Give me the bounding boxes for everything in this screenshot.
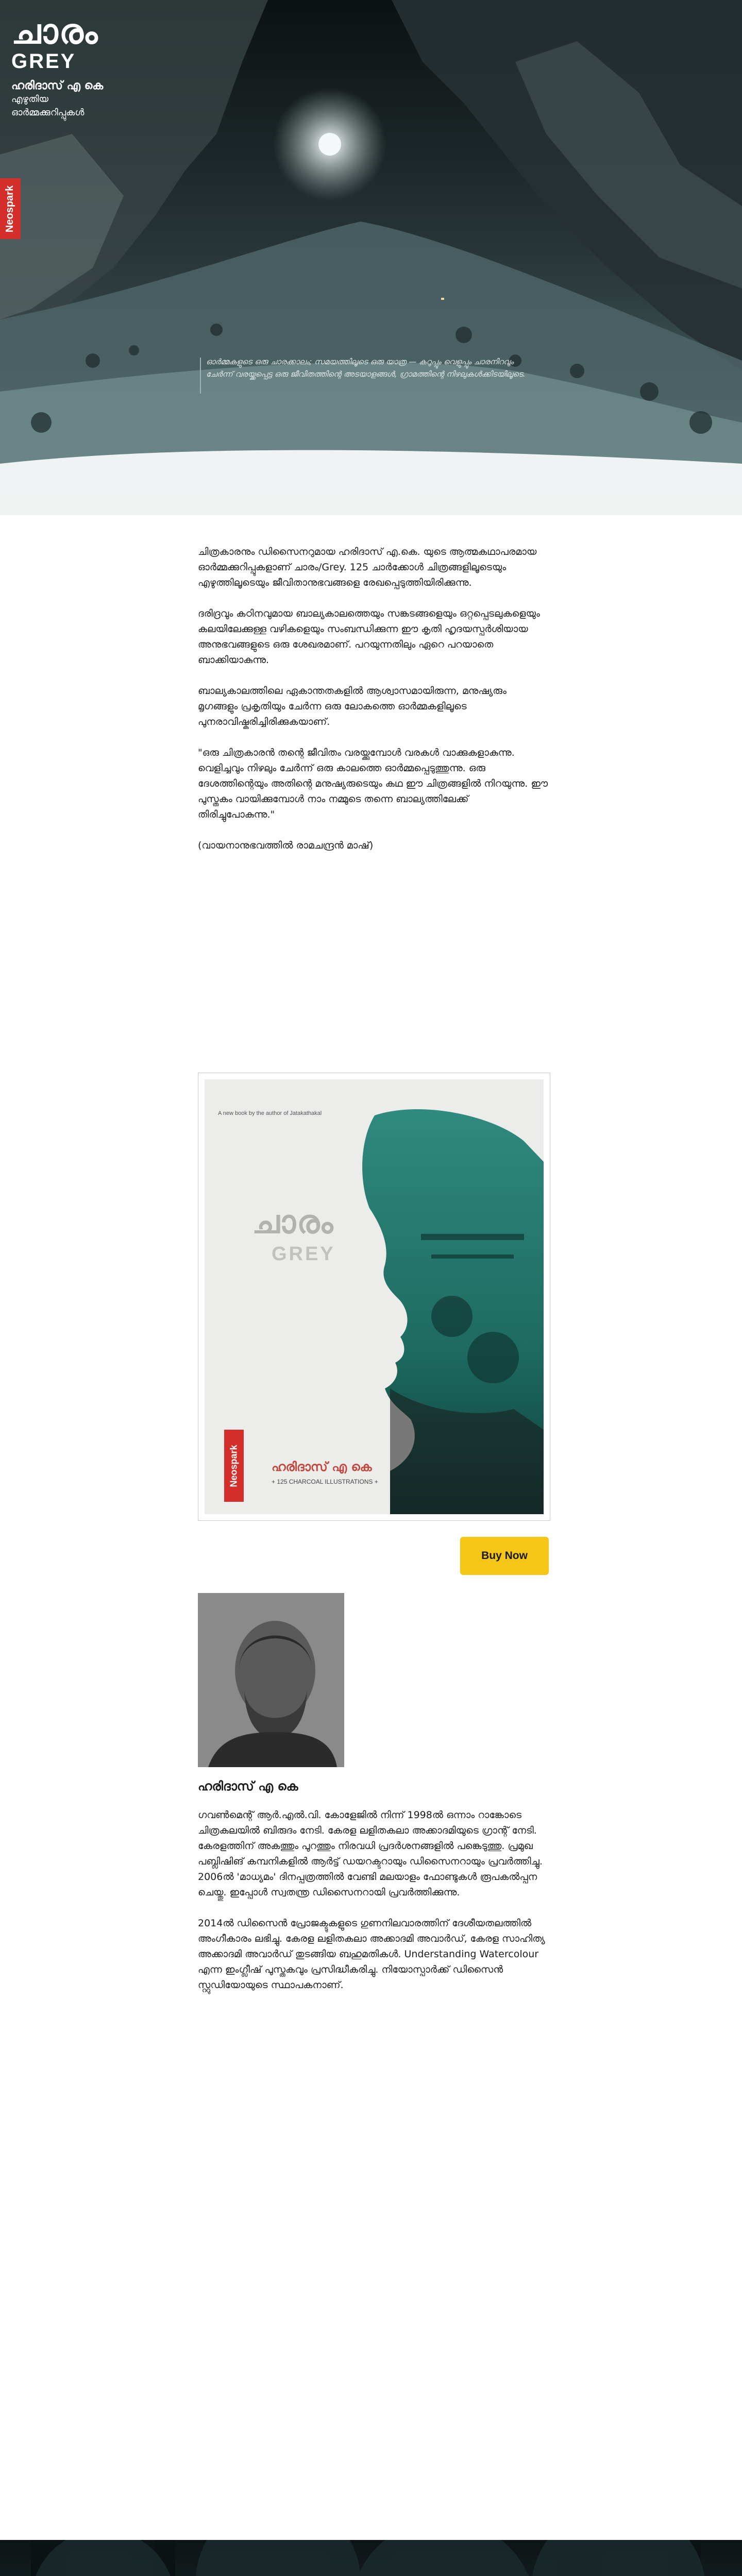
intro-paragraph-3: ബാല്യകാലത്തിലെ ഏകാന്തതകളിൽ ആശ്വാസമായിരുന്ന, മനുഷ്യരും മൃഗങ്ങളും പ്രകൃതിയും ചേർന്ന ഒരു ലോകത്തെ ഓർമ്മകളിലൂടെ പുനരാവിഷ്കരിച്ചിരിക്കുകയാണ്. xyxy=(198,685,507,727)
buy-now-button[interactable]: Buy Now xyxy=(460,1537,549,1575)
author-bio-paragraph-1: ഗവൺമെന്റ് ആർ.എൽ.വി. കോളേജിൽ നിന്ന് 1998ൽ ഒന്നാം റാങ്കോടെ ചിത്രകലയിൽ ബിരുദം നേടി. കേരള ലളിതകലാ അക്കാദമിയുടെ ഗ്രാന്റ് നേടി. കേരളത്തിന് അകത്തും പുറത്തും നിരവധി പ്രദർശനങ്ങളിൽ പങ്കെടുത്തു. പ്രമുഖ പബ്ലിഷിങ് കമ്പനികളിൽ ആർട്ട് ഡയറക്ടറായും ഡിസൈനറായും പ്രവർത്തിച്ചു. 2006ൽ 'മാധ്യമം' ദിനപ്പത്രത്തിൽ വേണ്ടി മലയാളം ഫോണ്ടുകൾ രൂപകൽപ്പന ചെയ്തു. ഇപ്പോൾ സ്വതന്ത്ര ഡിസൈനറായി പ്രവർത്തിക്കുന്നു. xyxy=(198,1809,543,1898)
cover-profile-illustration xyxy=(205,1079,544,1514)
author-name: ഹരിദാസ് എ കെ xyxy=(198,1779,298,1793)
book-cover xyxy=(205,1079,544,1514)
cover-illustrations-note: + 125 CHARCOAL ILLUSTRATIONS + xyxy=(272,1478,378,1485)
intro-paragraph-2: ദരിദ്രവും കഠിനവുമായ ബാല്യകാലത്തെയും സങ്കടങ്ങളെയും ഒറ്റപ്പെടലുകളെയും കലയിലേക്കുള്ള വഴികളെയും സംബന്ധിക്കുന്ന ഈ കൃതി ഹൃദയസ്പർശിയായ അനുഭവങ്ങളുടെ ഒരു ശേഖരമാണ്. പറയുന്നതിലും ഏറെ പറയാതെ ബാക്കിയാകുന്നു. xyxy=(198,608,541,666)
neospark-badge-label: Neospark xyxy=(4,185,16,232)
intro-text xyxy=(198,544,548,869)
hero-subtitle-line2: ഓർമ്മക്കുറിപ്പുകൾ xyxy=(11,107,85,118)
author-bio xyxy=(198,1807,548,2008)
intro-paragraph-5: (വായനാനുഭവത്തിൽ രാമചന്ദ്രൻ മാഷ്) xyxy=(198,840,374,851)
book-cover-frame[interactable] xyxy=(198,1073,550,1521)
intro-paragraph-4: "ഒരു ചിത്രകാരൻ തന്റെ ജീവിതം വരയ്ക്കുമ്പോൾ വരകൾ വാക്കുകളാകുന്നു. വെളിച്ചവും നിഴലും ചേർന്ന് ഒരു കാലത്തെ ഓർമ്മപ്പെടുത്തുന്നു. ഒരു ദേശത്തിന്റെയും അതിന്റെ മനുഷ്യരുടെയും കഥ ഈ ചിത്രങ്ങളിൽ നിറയുന്നു. ഈ പുസ്തകം വായിക്കുമ്പോൾ നാം നമ്മുടെ തന്നെ ബാല്യത്തിലേക്ക് തിരിച്ചുപോകുന്നു." xyxy=(198,747,548,820)
author-photo xyxy=(198,1593,344,1767)
author-bio-paragraph-2: 2014ൽ ഡിസൈൻ പ്രോജക്ടുകളുടെ ഗുണനിലവാരത്തിന് ദേശീയതലത്തിൽ അംഗീകാരം ലഭിച്ചു. കേരള ലളിതകലാ അക്കാദമി അവാർഡ്, കേരള സാഹിത്യ അക്കാദമി അവാർഡ് തുടങ്ങിയ ബഹുമതികൾ. Understanding Watercolour എന്ന ഇംഗ്ലീഷ് പുസ്തകവും പ്രസിദ്ധീകരിച്ചു. നിയോസ്പാർക്ക് ഡിസൈൻ സ്റ്റുഡിയോയുടെ സ്ഥാപകനാണ്. xyxy=(198,1918,545,1991)
cover-author: ഹരിദാസ് എ കെ xyxy=(272,1460,372,1474)
hero-quote: ഓർമ്മകളുടെ ഒരു ചാരക്കാലം; സമയത്തിലൂടെ ഒരു യാത്ര — കറുപ്പും വെളുപ്പും ചാരനിറവും ചേർന്ന് വരയ്ക്കപ്പെട്ട ഒരു ജീവിതത്തിന്റെ അടയാളങ്ങൾ, ഗ്രാമത്തിന്റെ നിഴലുകൾക്കിടയിലൂടെ. xyxy=(206,357,526,379)
hero-landscape-illustration xyxy=(0,0,742,515)
cover-tagline: A new book by the author of Jatakathakal xyxy=(218,1110,322,1116)
forest-scene xyxy=(0,2540,742,2576)
cover-neospark-badge xyxy=(224,1430,244,1502)
hero-author: ഹരിദാസ് എ കെ xyxy=(11,79,104,92)
hero-banner xyxy=(0,0,742,515)
cover-title-english: GREY xyxy=(272,1243,335,1265)
hero-quote-bar xyxy=(200,358,201,394)
author-portrait xyxy=(198,1593,344,1767)
cover-badge-label: Neospark xyxy=(228,1444,239,1487)
neospark-side-badge[interactable] xyxy=(0,178,21,239)
hero-title-english: GREY xyxy=(11,50,76,73)
forest-illustration xyxy=(0,2540,742,2576)
cover-title-malayalam: ചാരം xyxy=(252,1203,334,1241)
intro-paragraph-1: ചിത്രകാരനും ഡിസൈനറുമായ ഹരിദാസ് എ.കെ. യുടെ ആത്മകഥാപരമായ ഓർമ്മക്കുറിപ്പുകളാണ് ചാരം/Grey. 125 ചാർക്കോൾ ചിത്രങ്ങളിലൂടെയും എഴുത്തിലൂടെയും ജീവിതാനുഭവങ്ങളെ രേഖപ്പെടുത്തിയിരിക്കുന്നു. xyxy=(198,546,537,588)
hero-title-block xyxy=(11,13,103,119)
hero-subtitle-line1: എഴുതിയ xyxy=(11,94,48,105)
hero-title-malayalam: ചാരം xyxy=(11,12,99,52)
